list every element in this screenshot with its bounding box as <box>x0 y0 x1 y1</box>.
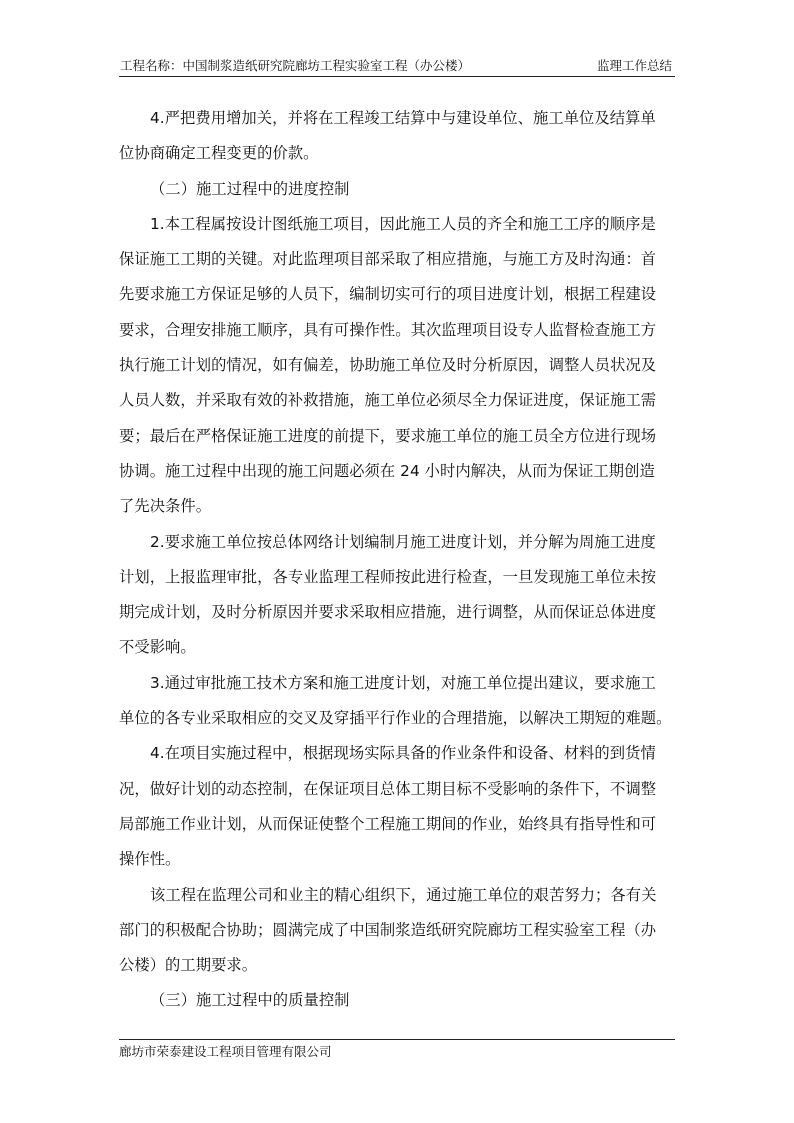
heading-text: （三）施工过程中的质量控制 <box>150 991 350 1010</box>
text-line: 计划，上报监理审批，各专业监理工程师按此进行检查，一旦发现施工单位未按 <box>119 567 657 586</box>
paragraph-schedule-item-3 <box>119 666 679 737</box>
text-line: 2.要求施工单位按总体网络计划编制月施工进度计划，并分解为周施工进度 <box>150 532 656 551</box>
text-line: 操作性。 <box>119 850 181 869</box>
text-line: 4.在项目实施过程中，根据现场实际具备的作业条件和设备、材料的到货情 <box>150 744 656 763</box>
company-name: 廊坊市荣泰建设工程项目管理有限公司 <box>119 1044 332 1059</box>
page-header <box>119 56 675 77</box>
paragraph-schedule-summary <box>119 878 679 984</box>
text-line: 要求，合理安排施工顺序，具有可操作性。其次监理项目设专人监督检查施工方 <box>119 320 657 339</box>
text-line: 单位的各专业采取相应的交叉及穿插平行作业的合理措施，以解决工期短的难题。 <box>119 709 672 728</box>
text-line: 人员人数，并采取有效的补救措施，施工单位必须尽全力保证进度，保证施工需 <box>119 391 657 410</box>
text-line: 4.严把费用增加关，并将在工程竣工结算中与建设单位、施工单位及结算单 <box>150 109 656 127</box>
text-line: 不受影响。 <box>119 638 196 657</box>
text-line: 执行施工计划的情况，如有偏差，协助施工单位及时分析原因，调整人员状况及 <box>119 356 657 375</box>
text-line: 该工程在监理公司和业主的精心组织下，通过施工单位的艰苦努力；各有关 <box>150 885 657 904</box>
text-line: 局部施工作业计划，从而保证使整个工程施工期间的作业，始终具有指导性和可 <box>119 814 657 833</box>
heading-text: （二）施工过程中的进度控制 <box>150 179 350 198</box>
document-title: 监理工作总结 <box>596 58 672 73</box>
project-name: 工程名称：中国制浆造纸研究院廊坊工程实验室工程（办公楼） <box>120 58 471 73</box>
text-line: 况，做好计划的动态控制，在保证项目总体工期目标不受影响的条件下，不调整 <box>119 779 657 798</box>
paragraph-schedule-item-4 <box>119 736 679 877</box>
paragraph-cost-control-item-4 <box>119 101 679 172</box>
text-line: 期完成计划，及时分析原因并要求采取相应措施，进行调整，从而保证总体进度 <box>119 603 657 622</box>
text-line: 保证施工工期的关键。对此监理项目部采取了相应措施，与施工方及时沟通：首 <box>119 250 657 269</box>
page-footer <box>119 1039 675 1062</box>
text-line: 3.通过审批施工技术方案和施工进度计划，对施工单位提出建议，要求施工 <box>150 673 656 692</box>
text-line: 部门的积极配合协助；圆满完成了中国制浆造纸研究院廊坊工程实验室工程（办 <box>119 920 657 939</box>
text-line: 了先决条件。 <box>119 497 212 516</box>
section-heading-quality-control <box>119 983 679 1018</box>
paragraph-schedule-item-1 <box>119 207 679 525</box>
text-line: 要；最后在严格保证施工进度的前提下，要求施工单位的施工员全方位进行现场 <box>119 426 657 445</box>
document-body <box>119 101 679 1019</box>
text-line: 1.本工程属按设计图纸施工项目，因此施工人员的齐全和施工工序的顺序是 <box>150 214 656 233</box>
text-line: 位协商确定工程变更的价款。 <box>119 144 319 163</box>
paragraph-schedule-item-2 <box>119 525 679 666</box>
text-line: 协调。施工过程中出现的施工问题必须在 24 小时内解决，从而为保证工期创造 <box>119 461 655 480</box>
text-line: 公楼）的工期要求。 <box>119 956 258 975</box>
section-heading-schedule-control <box>119 172 679 207</box>
text-line: 先要求施工方保证足够的人员下，编制切实可行的项目进度计划，根据工程建设 <box>119 285 657 304</box>
